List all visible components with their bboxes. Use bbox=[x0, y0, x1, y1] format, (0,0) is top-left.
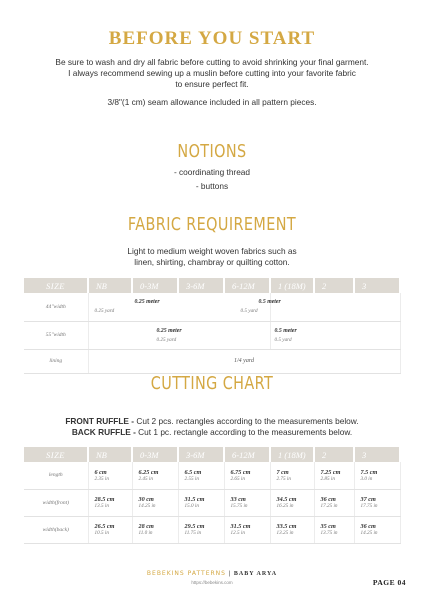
row-label: 55"width bbox=[24, 321, 88, 349]
fabric-cell-small bbox=[88, 293, 270, 321]
inch-value: 13.25 in bbox=[276, 530, 294, 536]
cutting-instructions bbox=[0, 416, 424, 438]
fabric-cell-small bbox=[88, 321, 270, 349]
header-2: 2 bbox=[314, 278, 354, 293]
inch-value: 2.85 in bbox=[320, 475, 335, 482]
footer-url: https://bebekins.com bbox=[191, 580, 233, 585]
size-cell bbox=[178, 489, 224, 516]
lining-cell: 1/4 yard bbox=[88, 349, 400, 373]
inch-value: 11.0 in bbox=[138, 530, 153, 536]
inch-value: 2.65 in bbox=[230, 475, 245, 482]
size-cell bbox=[354, 489, 400, 516]
size-cell bbox=[270, 489, 314, 516]
size-cell bbox=[132, 489, 178, 516]
cm-value: 36 cm bbox=[320, 496, 336, 503]
intro-line-2: I always recommend sewing up a muslin before cutting into your favorite fabric bbox=[68, 68, 356, 78]
front-ruffle-line bbox=[0, 416, 424, 427]
size-cell bbox=[88, 516, 132, 543]
inch-value: 2.55 in bbox=[184, 475, 199, 482]
meter-value: 0.25 meter bbox=[156, 327, 182, 334]
fabric-table-header bbox=[24, 278, 400, 293]
size-cell bbox=[132, 516, 178, 543]
cutting-table bbox=[24, 447, 401, 544]
cm-value: 7.25 cm bbox=[320, 468, 341, 476]
header-3: 3 bbox=[354, 447, 400, 462]
meter-value: 0.5 meter bbox=[258, 299, 281, 306]
cm-value: 30 cm bbox=[138, 496, 154, 503]
notions-item-buttons: - buttons bbox=[195, 181, 229, 191]
cm-value: 37 cm bbox=[360, 496, 376, 503]
size-cell bbox=[354, 462, 400, 489]
meter-value: 0.25 meter bbox=[134, 299, 160, 306]
table-row bbox=[24, 516, 400, 543]
cm-value: 26.5 cm bbox=[94, 523, 115, 530]
cutting-heading: CUTTING CHART bbox=[150, 373, 274, 394]
notions-list bbox=[0, 167, 424, 192]
front-ruffle-text: Cut 2 pcs. rectangles according to the measurements below. bbox=[134, 416, 359, 426]
cm-value: 33 cm bbox=[230, 496, 246, 503]
size-cell bbox=[178, 516, 224, 543]
inch-value: 11.75 in bbox=[184, 530, 202, 536]
fabric-desc-line-1: Light to medium weight woven fabrics such as bbox=[127, 246, 297, 256]
size-cell bbox=[270, 516, 314, 543]
inch-value: 17.25 in bbox=[320, 503, 338, 509]
inch-value: 16.25 in bbox=[276, 503, 294, 509]
fabric-table bbox=[24, 278, 401, 374]
cm-value: 6 cm bbox=[94, 468, 107, 476]
size-cell bbox=[354, 516, 400, 543]
table-row bbox=[24, 293, 400, 321]
size-cell bbox=[314, 462, 354, 489]
cm-value: 31.5 cm bbox=[230, 523, 251, 530]
inch-value: 13.75 in bbox=[320, 530, 338, 536]
footer-brand-separator: | bbox=[225, 571, 234, 577]
row-label: lining bbox=[24, 349, 88, 373]
inch-value: 10.5 in bbox=[94, 530, 109, 536]
cm-value: 33.5 cm bbox=[276, 523, 297, 530]
cm-value: 7 cm bbox=[276, 468, 289, 476]
size-cell bbox=[224, 462, 270, 489]
inch-value: 12.5 in bbox=[230, 530, 245, 536]
inch-value: 2.35 in bbox=[94, 475, 109, 482]
cm-value: 29.5 cm bbox=[184, 523, 205, 530]
notions-heading: NOTIONS bbox=[177, 141, 247, 162]
fabric-cell-large bbox=[240, 293, 400, 321]
meter-value: 0.5 meter bbox=[274, 327, 297, 334]
header-18m: 1 (18M) bbox=[270, 278, 314, 293]
size-cell bbox=[88, 489, 132, 516]
fabric-desc-line-2: linen, shirting, chambray or quilting cotton. bbox=[134, 257, 290, 267]
yard-value: 0.25 yard bbox=[94, 308, 115, 315]
size-cell bbox=[224, 489, 270, 516]
inch-value: 14.25 in bbox=[360, 530, 378, 536]
inch-value: 14.25 in bbox=[138, 503, 156, 509]
yard-value: 0.25 yard bbox=[156, 336, 177, 343]
intro-text bbox=[0, 57, 424, 90]
cm-value: 28.5 cm bbox=[94, 496, 115, 503]
footer-brand-primary: BEBEKINS PATTERNS bbox=[146, 570, 226, 577]
cutting-table-header bbox=[24, 447, 400, 462]
size-cell bbox=[314, 516, 354, 543]
row-label: width(back) bbox=[24, 516, 88, 543]
footer-brand-secondary: BABY ARYA bbox=[233, 571, 278, 577]
footer-brand bbox=[0, 570, 424, 577]
header-3-6m: 3-6M bbox=[178, 447, 224, 462]
inch-value: 13.5 in bbox=[94, 503, 109, 509]
table-row bbox=[24, 489, 400, 516]
fabric-cell-large bbox=[270, 321, 400, 349]
size-cell bbox=[224, 516, 270, 543]
cm-value: 28 cm bbox=[138, 523, 154, 530]
size-cell bbox=[314, 489, 354, 516]
cm-value: 35 cm bbox=[320, 523, 336, 530]
header-size: SIZE bbox=[24, 278, 88, 293]
notions-item-thread: - coordinating thread bbox=[173, 167, 251, 177]
yard-value: 0.5 yard bbox=[274, 336, 292, 343]
header-nb: NB bbox=[88, 278, 132, 293]
header-0-3m: 0-3M bbox=[132, 447, 178, 462]
back-ruffle-label: BACK RUFFLE - bbox=[71, 427, 136, 437]
table-row bbox=[24, 349, 400, 373]
cm-value: 6.25 cm bbox=[138, 468, 159, 476]
front-ruffle-label: FRONT RUFFLE - bbox=[65, 416, 135, 426]
intro-line-1: Be sure to wash and dry all fabric before cutting to avoid shrinking your final garment. bbox=[55, 57, 369, 67]
table-row bbox=[24, 462, 400, 489]
header-3-6m: 3-6M bbox=[178, 278, 224, 293]
header-size: SIZE bbox=[24, 447, 88, 462]
page-title: BEFORE YOU START bbox=[108, 28, 316, 49]
header-0-3m: 0-3M bbox=[132, 278, 178, 293]
header-3: 3 bbox=[354, 278, 400, 293]
row-label: length bbox=[24, 462, 88, 489]
size-cell bbox=[88, 462, 132, 489]
row-label: width(front) bbox=[24, 489, 88, 516]
back-ruffle-text: Cut 1 pc. rectangle according to the measurements below. bbox=[135, 427, 353, 437]
fabric-heading: FABRIC REQUIREMENT bbox=[127, 214, 297, 235]
fabric-description bbox=[0, 246, 424, 268]
cm-value: 7.5 cm bbox=[360, 468, 378, 476]
header-18m: 1 (18M) bbox=[270, 447, 314, 462]
inch-value: 3.0 in bbox=[360, 475, 373, 482]
cm-value: 34.5 cm bbox=[276, 496, 297, 503]
header-6-12m: 6-12M bbox=[224, 447, 270, 462]
back-ruffle-line bbox=[0, 427, 424, 438]
row-label: 44"width bbox=[24, 293, 88, 321]
seam-note: 3/8"(1 cm) seam allowance included in all pattern pieces. bbox=[107, 97, 317, 107]
cm-value: 6.75 cm bbox=[230, 468, 251, 476]
table-row bbox=[24, 321, 400, 349]
header-2: 2 bbox=[314, 447, 354, 462]
intro-line-3: to ensure perfect fit. bbox=[175, 79, 249, 89]
inch-value: 2.75 in bbox=[276, 475, 291, 482]
inch-value: 15.0 in bbox=[184, 503, 199, 509]
cm-value: 31.5 cm bbox=[184, 496, 205, 503]
size-cell bbox=[270, 462, 314, 489]
cm-value: 36 cm bbox=[360, 523, 376, 530]
header-nb: NB bbox=[88, 447, 132, 462]
page-number: PAGE 04 bbox=[372, 578, 406, 587]
size-cell bbox=[132, 462, 178, 489]
inch-value: 15.75 in bbox=[230, 503, 248, 509]
inch-value: 17.75 in bbox=[360, 503, 378, 509]
cm-value: 6.5 cm bbox=[184, 468, 202, 476]
inch-value: 2.45 in bbox=[138, 475, 153, 482]
header-6-12m: 6-12M bbox=[224, 278, 270, 293]
size-cell bbox=[178, 462, 224, 489]
yard-value: 0.5 yard bbox=[240, 308, 258, 315]
